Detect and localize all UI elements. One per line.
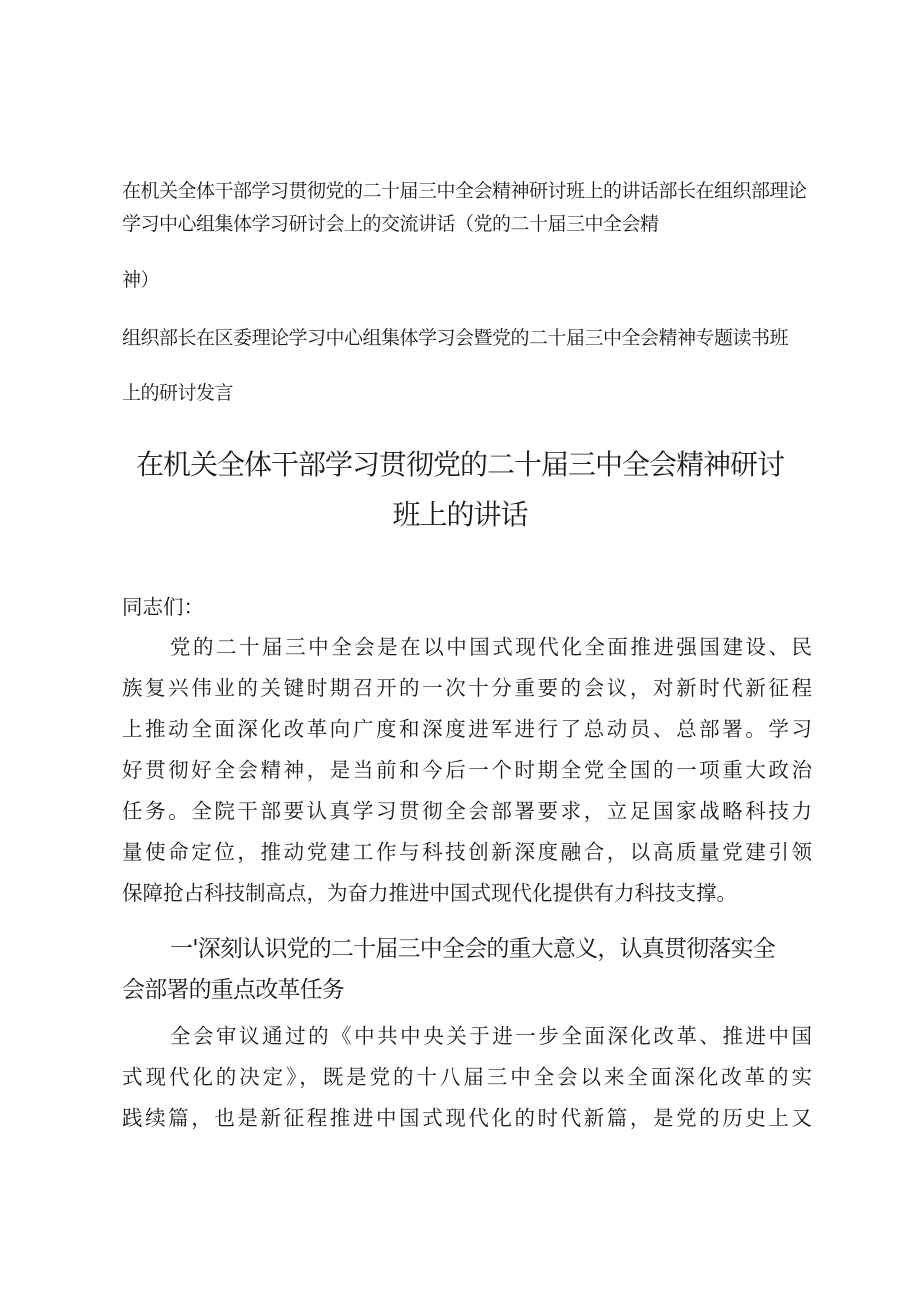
section-1-heading-line-2: 会部署的重点改革任务 [122,977,345,1003]
paragraph-1-line: 任务。全院干部要认真学习贯彻全会部署要求，立足国家战略科技力 [122,799,812,823]
paragraph-1-line: 族复兴伟业的关键时期召开的一次十分重要的会议，对新时代新征程 [122,676,812,700]
paragraph-1-line: 好贯彻好全会精神，是当前和今后一个时期全党全国的一项重大政治 [122,758,812,782]
paragraph-1-line: 保障抢占科技制高点，为奋力推进中国式现代化提供有力科技支撑。 [122,881,737,905]
salutation: 同志们： [122,595,204,619]
section-1-heading-line-1: 一'深刻认识党的二十届三中全会的重大意义，认真贯彻落实全 [170,936,775,962]
paragraph-2-line: 全会审议通过的《中共中央关于进一步全面深化改革、推进中国 [170,1024,812,1048]
toc-line-2: 学习中心组集体学习研讨会上的交流讲话（党的二十届三中全会精 [122,213,659,235]
toc-line-1: 在机关全体干部学习贯彻党的二十届三中全会精神研讨班上的讲话部长在组织部理论 [122,180,807,202]
paragraph-1-line: 上推动全面深化改革向广度和深度进军进行了总动员、总部署。学习 [122,717,812,741]
paragraph-1-line: 党的二十届三中全会是在以中国式现代化全面推进强国建设、民 [170,635,812,659]
document-title-line-2: 班上的讲话 [392,498,528,531]
document-title-line-1: 在机关全体干部学习贯彻党的二十届三中全会精神研讨 [135,448,784,481]
paragraph-2-line: 式现代化的决定》，既是党的十八届三中全会以来全面深化改革的实 [122,1065,812,1089]
paragraph-1-line: 量使命定位，推动党建工作与科技创新深度融合，以高质量党建引领 [122,840,812,864]
paragraph-2-line: 践续篇，也是新征程推进中国式现代化的时代新篇，是党的历史上又 [122,1106,812,1130]
toc-line-5: 上的研讨发言 [122,382,234,404]
toc-line-4: 组织部长在区委理论学习中心组集体学习会暨党的二十届三中全会精神专题读书班 [122,327,789,349]
toc-line-3: 神） [122,269,160,291]
